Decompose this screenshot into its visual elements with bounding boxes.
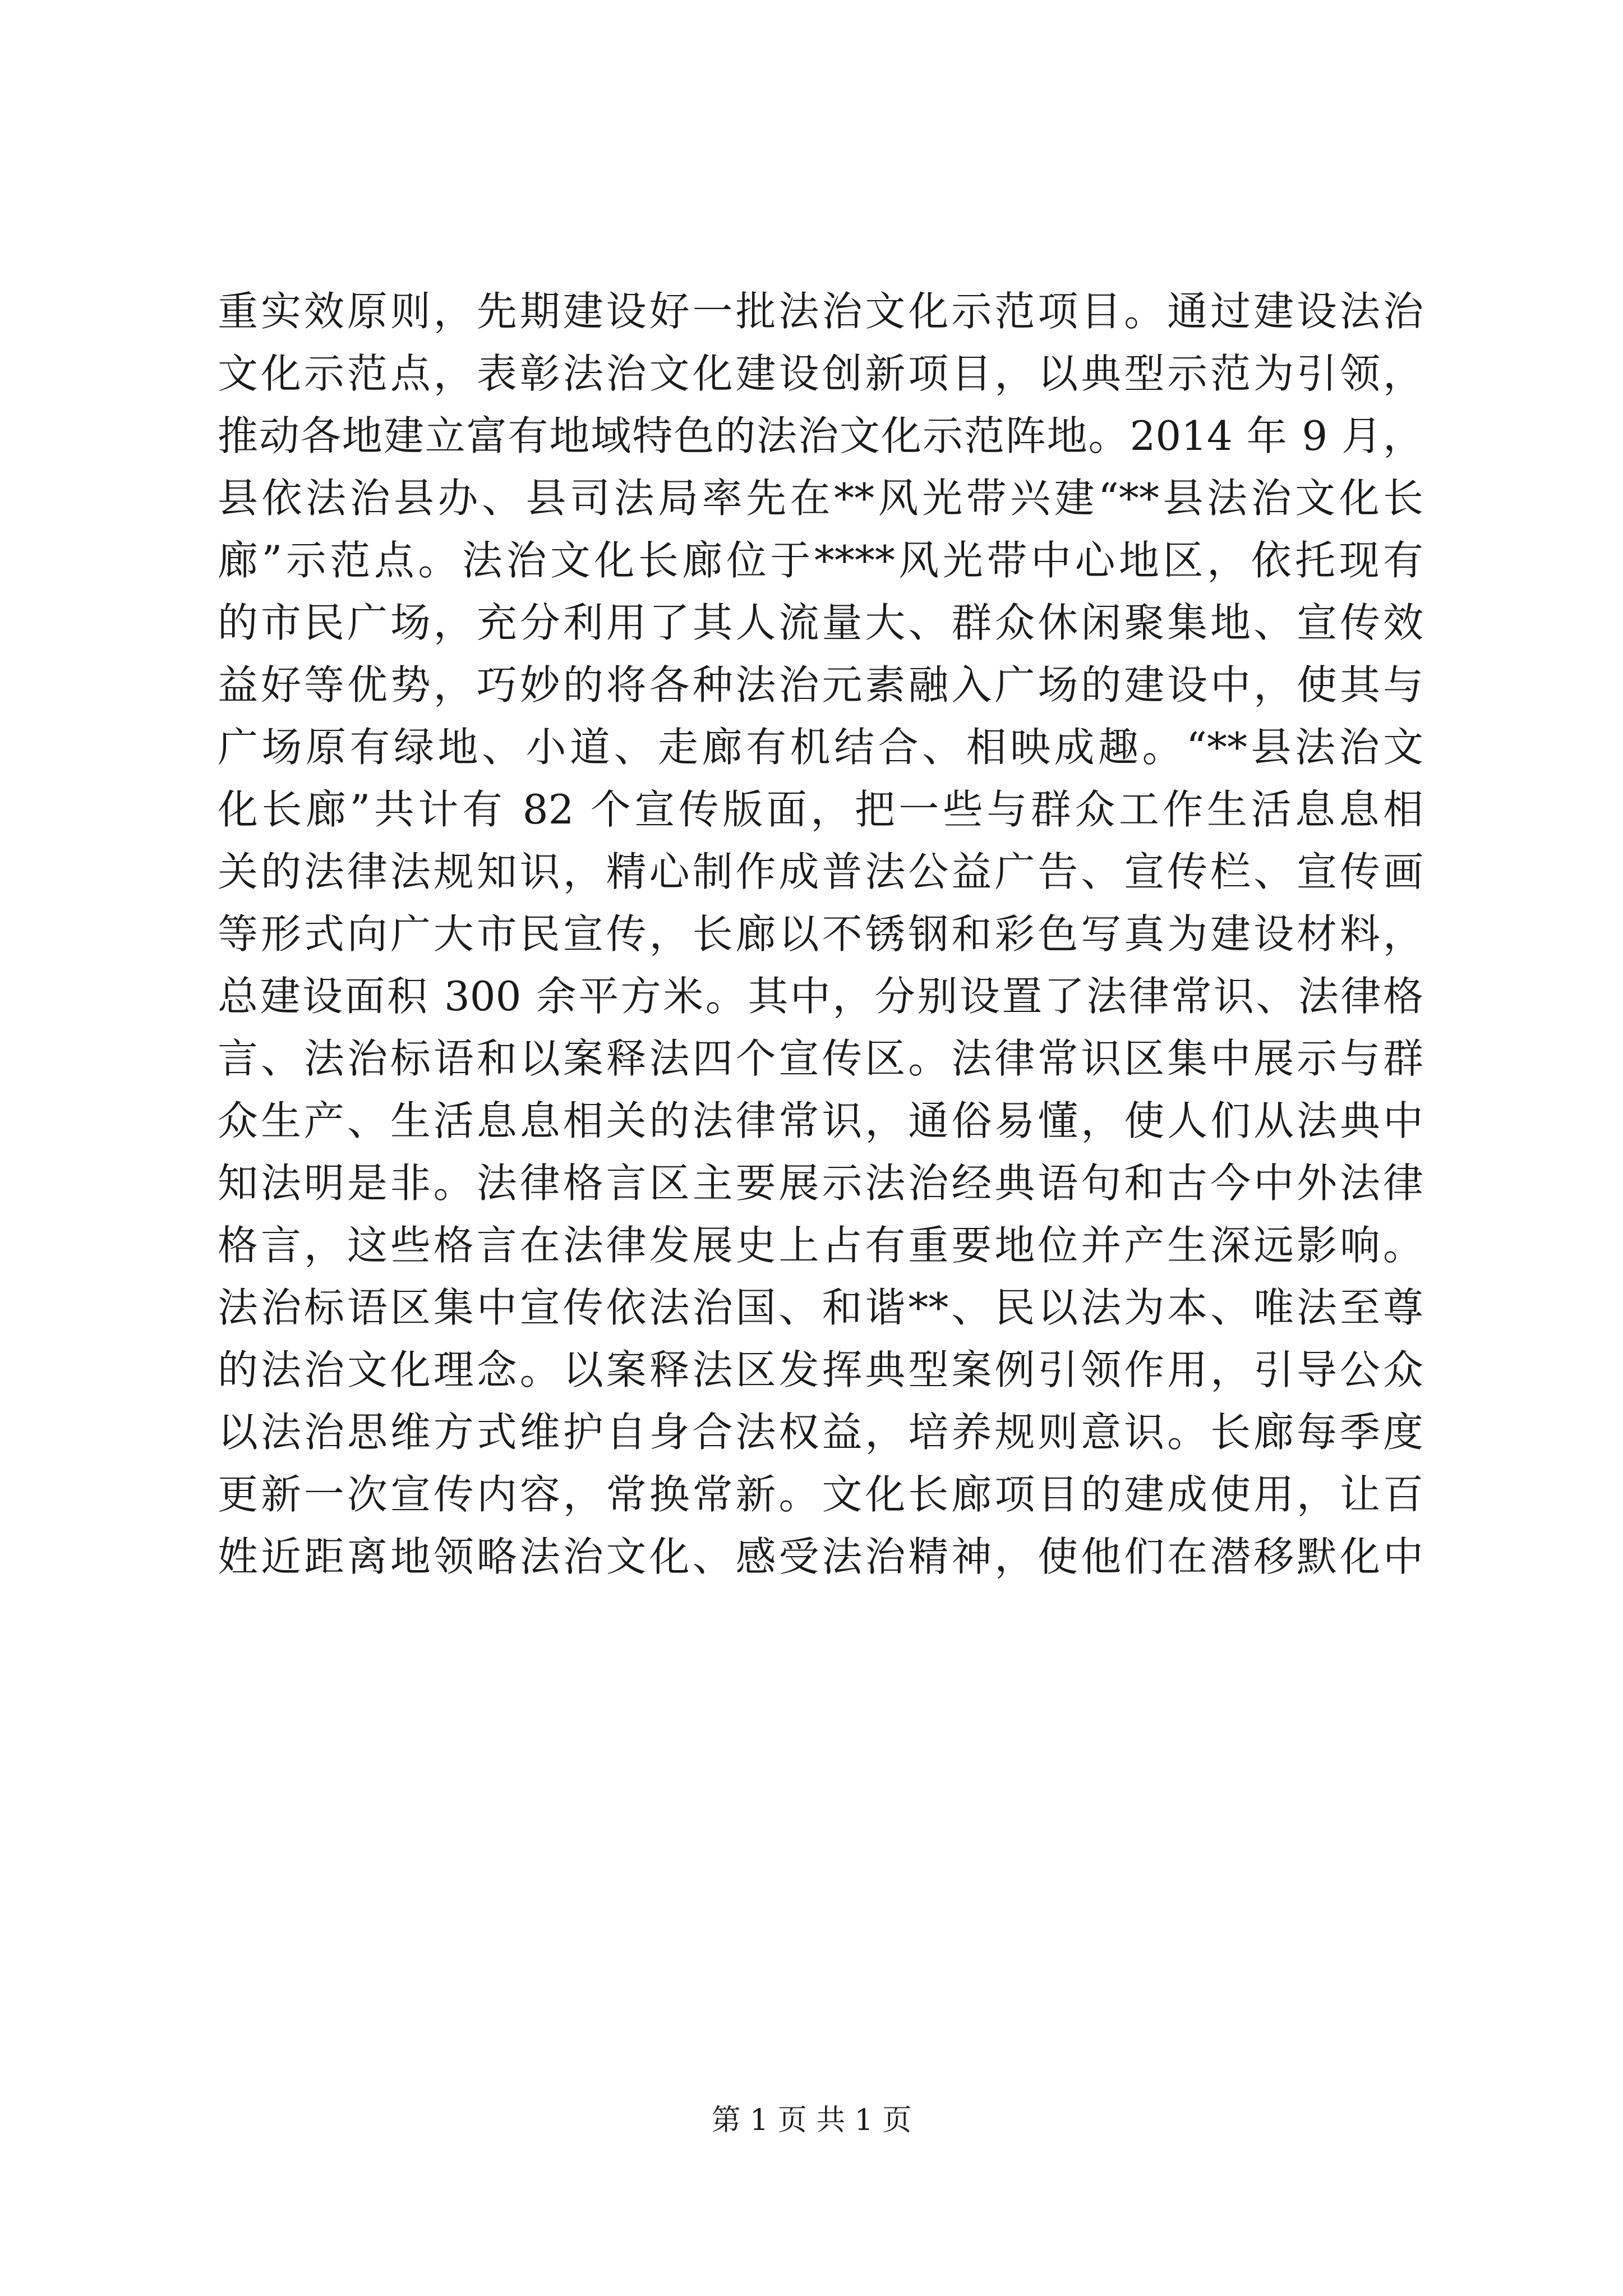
text-line: 知法明是非。法律格言区主要展示法治经典语句和古今中外法律 <box>218 1159 1423 1207</box>
text-line: 总建设面积 300 余平方米。其中，分别设置了法律常识、法律格 <box>218 973 1423 1020</box>
text-line: 县依法治县办、县司法局率先在**风光带兴建“**县法治文化长 <box>218 475 1423 522</box>
text-line: 格言，这些格言在法律发展史上占有重要地位并产生深远影响。 <box>218 1222 1423 1269</box>
text-line: 化长廊”共计有 82 个宣传版面，把一些与群众工作生活息息相 <box>218 786 1423 833</box>
text-line: 更新一次宣传内容，常换常新。文化长廊项目的建成使用，让百 <box>218 1471 1423 1518</box>
text-line: 重实效原则，先期建设好一批法治文化示范项目。通过建设法治 <box>218 288 1423 335</box>
text-line: 益好等优势，巧妙的将各种法治元素融入广场的建设中，使其与 <box>218 661 1423 708</box>
page-number-footer: 第 1 页 共 1 页 <box>711 2104 912 2137</box>
body-paragraph <box>218 280 1423 1588</box>
text-line: 的法治文化理念。以案释法区发挥典型案例引领作用，引导公众 <box>218 1346 1423 1393</box>
text-line: 关的法律法规知识，精心制作成普法公益广告、宣传栏、宣传画 <box>218 848 1423 895</box>
text-line: 广场原有绿地、小道、走廊有机结合、相映成趣。“**县法治文 <box>218 724 1423 771</box>
text-line: 等形式向广大市民宣传，长廊以不锈钢和彩色写真为建设材料， <box>218 910 1423 958</box>
text-line: 姓近距离地领略法治文化、感受法治精神，使他们在潜移默化中 <box>218 1533 1423 1580</box>
text-line: 以法治思维方式维护自身合法权益，培养规则意识。长廊每季度 <box>218 1409 1423 1456</box>
text-line: 言、法治标语和以案释法四个宣传区。法律常识区集中展示与群 <box>218 1035 1423 1082</box>
text-line: 文化示范点，表彰法治文化建设创新项目，以典型示范为引领， <box>218 350 1423 397</box>
text-line: 的市民广场，充分利用了其人流量大、群众休闲聚集地、宣传效 <box>218 599 1423 646</box>
text-line: 廊”示范点。法治文化长廊位于****风光带中心地区，依托现有 <box>218 537 1423 584</box>
text-line: 推动各地建立富有地域特色的法治文化示范阵地。2014 年 9 月， <box>218 412 1423 459</box>
text-line: 法治标语区集中宣传依法治国、和谐**、民以法为本、唯法至尊 <box>218 1284 1423 1331</box>
text-line: 众生产、生活息息相关的法律常识，通俗易懂，使人们从法典中 <box>218 1097 1423 1144</box>
